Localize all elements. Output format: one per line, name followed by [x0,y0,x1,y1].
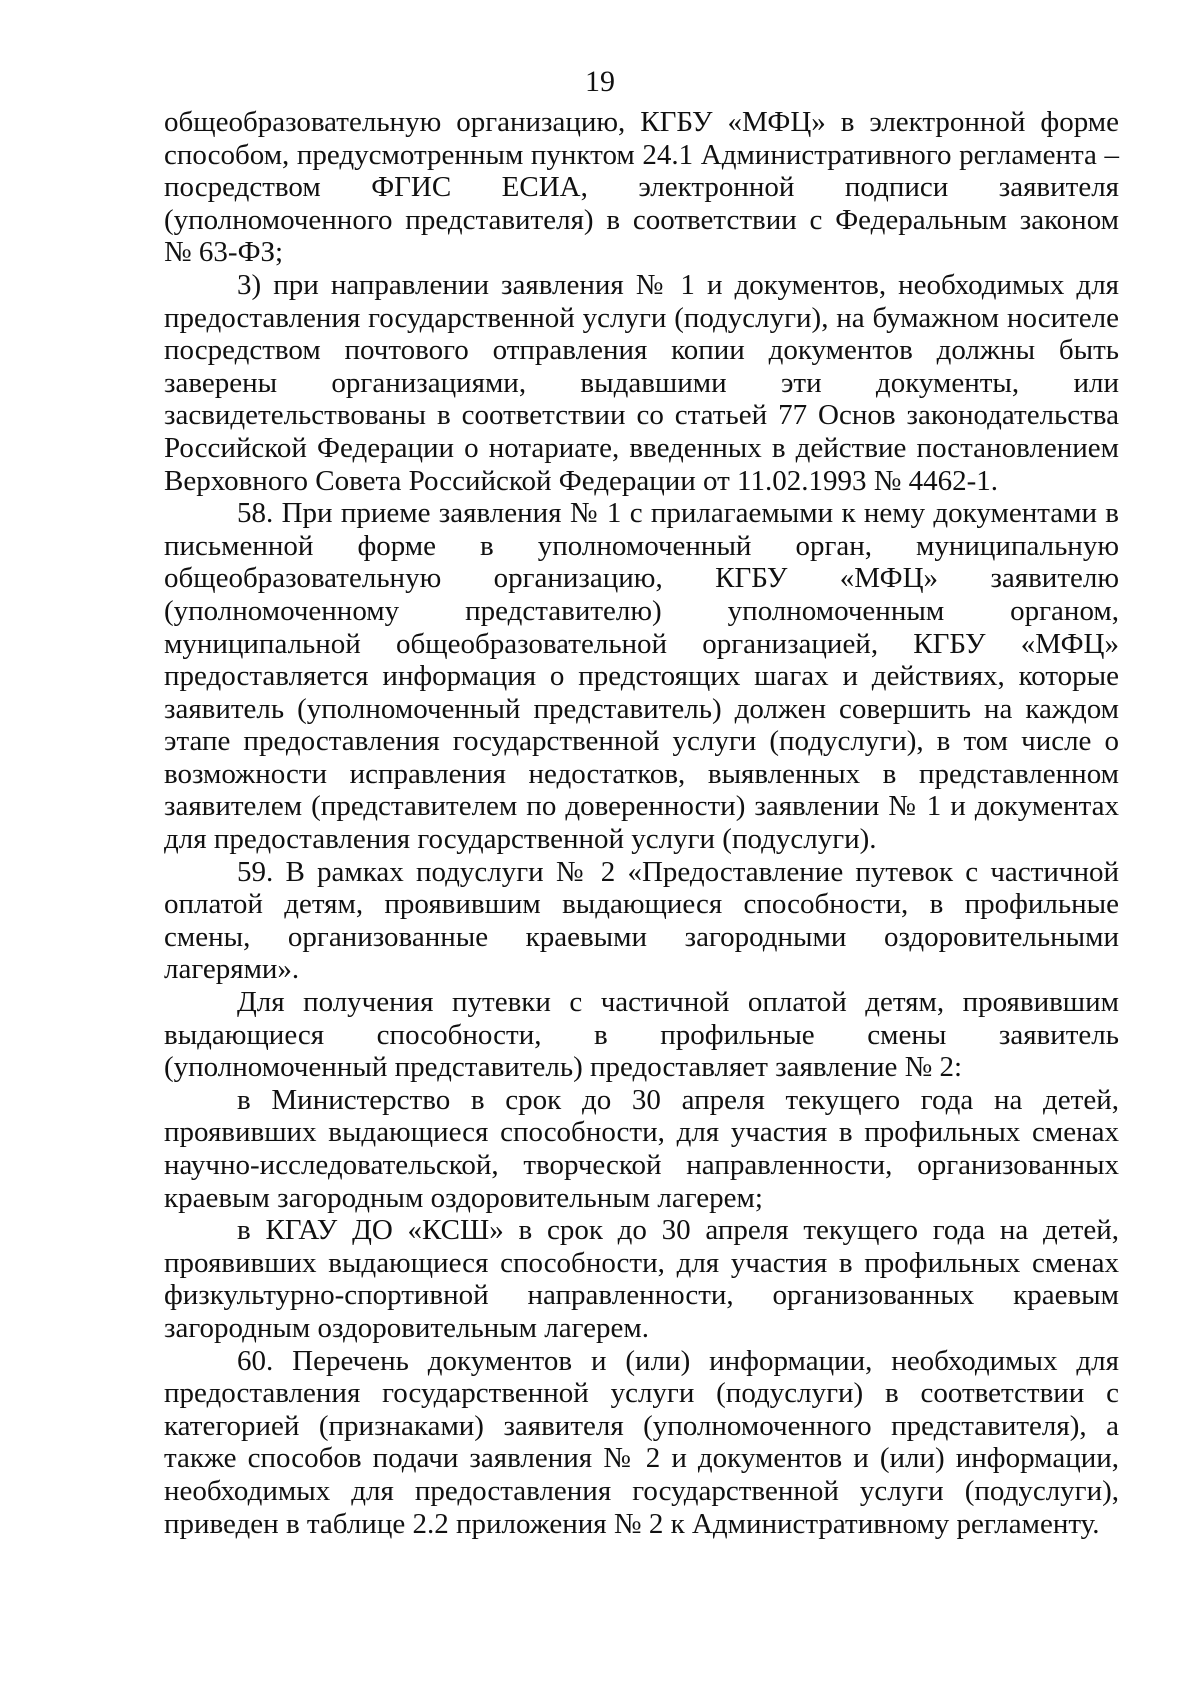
document-body [164,106,1119,1540]
paragraph-continuation: общеобразовательную организацию, КГБУ «МФЦ» в электронной форме способом, предусмотренным пунктом 24.1 Административного регламента – посредством ФГИС ЕСИА, электронной подписи заявителя (уполномоченного представителя) в соответствии с Федеральным законом № 63-ФЗ; [164,106,1119,269]
page-number: 19 [585,65,615,98]
paragraph-item-60: 60. Перечень документов и (или) информации, необходимых для предоставления государственной услуги (подуслуги) в соответствии с категорией (признаками) заявителя (уполномоченного представителя), а также способов подачи заявления № 2 и документов и (или) информации, необходимых для предоставления государственной услуги (подуслуги), приведен в таблице 2.2 приложения № 2 к Административному регламенту. [164,1344,1119,1540]
paragraph-item-3: 3) при направлении заявления № 1 и документов, необходимых для предоставления государственной услуги (подуслуги), на бумажном носителе посредством почтового отправления копии документов должны быть заверены организациями, выдавшими эти документы, или засвидетельствованы в соответствии со статьей 77 Основ законодательства Российской Федерации о нотариате, введенных в действие постановлением Верховного Совета Российской Федерации от 11.02.1993 № 4462-1. [164,268,1119,497]
paragraph-item-59: 59. В рамках подуслуги № 2 «Предоставление путевок с частичной оплатой детям, проявившим выдающиеся способности, в профильные смены, организованные краевыми загородными оздоровительными лагерями». [164,855,1119,986]
paragraph-ministry-deadline: в Министерство в срок до 30 апреля текущего года на детей, проявивших выдающиеся способности, для участия в профильных сменах научно-исследовательской, творческой направленности, организованных краевым загородным оздоровительным лагерем; [164,1083,1119,1214]
paragraph-ksh-deadline: в КГАУ ДО «КСШ» в срок до 30 апреля текущего года на детей, проявивших выдающиеся способности, для участия в профильных сменах физкультурно-спортивной направленности, организованных краевым загородным оздоровительным лагерем. [164,1214,1119,1344]
paragraph-item-58: 58. При приеме заявления № 1 с прилагаемыми к нему документами в письменной форме в уполномоченный орган, муниципальную общеобразовательную организацию, КГБУ «МФЦ» заявителю (уполномоченному представителю) уполномоченным органом, муниципальной общеобразовательной организацией, КГБУ «МФЦ» предоставляется информация о предстоящих шагах и действиях, которые заявитель (уполномоченный представитель) должен совершить на каждом этапе предоставления государственной услуги (подуслуги), в том числе о возможности исправления недостатков, выявленных в представленном заявителем (представителем по доверенности) заявлении № 1 и документах для предоставления государственной услуги (подуслуги). [164,497,1119,856]
paragraph-application-2: Для получения путевки с частичной оплатой детям, проявившим выдающиеся способности, в профильные смены заявитель (уполномоченный представитель) предоставляет заявление № 2: [164,986,1119,1084]
